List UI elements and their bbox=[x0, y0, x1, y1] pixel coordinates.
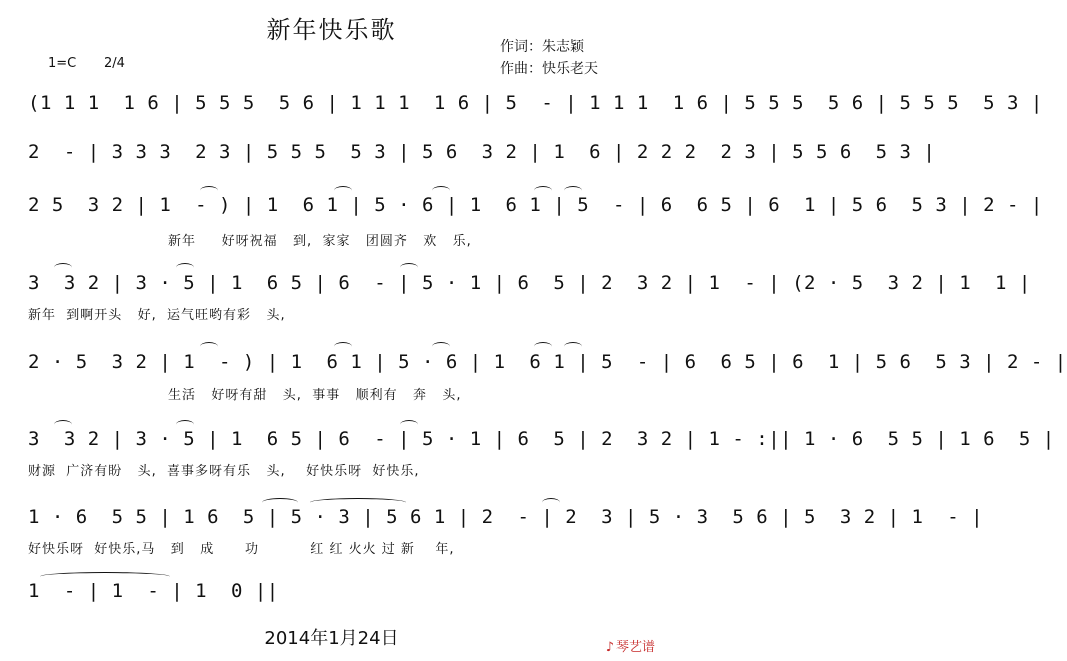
slur-mark bbox=[432, 186, 450, 195]
composer-credit: 作曲：快乐老天 bbox=[500, 61, 598, 77]
slur-mark bbox=[334, 342, 352, 351]
slur-mark bbox=[542, 498, 560, 507]
score-line-3: 2 5 3 2 | 1 - ) | 1 6 1 | 5 · 6 | 1 6 1 | 5 - | 6 6 5 | 6 1 | 5 6 5 3 | 2 - | bbox=[28, 194, 1043, 216]
watermark-text: 琴艺谱 bbox=[615, 640, 655, 655]
slur-mark bbox=[534, 342, 552, 351]
song-title: 新年快乐歌 bbox=[266, 16, 397, 44]
slur-mark bbox=[310, 498, 406, 507]
slur-mark bbox=[400, 263, 418, 272]
slur-mark bbox=[40, 572, 170, 581]
slur-mark bbox=[262, 498, 298, 507]
slur-mark bbox=[176, 420, 194, 429]
time-signature: 2/4 bbox=[104, 56, 125, 71]
slur-mark bbox=[54, 263, 72, 272]
score-line-7: 1 · 6 5 5 | 1 6 5 | 5 · 3 | 5 6 1 | 2 - | 2 3 | 5 · 3 5 6 | 5 3 2 | 1 - | bbox=[28, 506, 984, 528]
lyric-line-7: 好快乐呀 好快乐,马 到 成 功 红 红 火火 过 新 年, bbox=[28, 542, 455, 557]
score-line-6: 3 3 2 | 3 · 5 | 1 6 5 | 6 - | 5 · 1 | 6 5 | 2 3 2 | 1 - :|| 1 · 6 5 5 | 1 6 5 | bbox=[28, 428, 1055, 450]
slur-mark bbox=[334, 186, 352, 195]
slur-mark bbox=[200, 186, 218, 195]
slur-mark bbox=[176, 263, 194, 272]
score-line-4: 3 3 2 | 3 · 5 | 1 6 5 | 6 - | 5 · 1 | 6 5 | 2 3 2 | 1 - | (2 · 5 3 2 | 1 1 | bbox=[28, 272, 1031, 294]
score-line-1: (1 1 1 1 6 | 5 5 5 5 6 | 1 1 1 1 6 | 5 - | 1 1 1 1 6 | 5 5 5 5 6 | 5 5 5 5 3 | bbox=[28, 92, 1043, 114]
slur-mark bbox=[534, 186, 552, 195]
slur-mark bbox=[564, 342, 582, 351]
slur-mark bbox=[54, 420, 72, 429]
slur-mark bbox=[432, 342, 450, 351]
slur-mark bbox=[400, 420, 418, 429]
slur-mark bbox=[200, 342, 218, 351]
score-line-5: 2 · 5 3 2 | 1 - ) | 1 6 1 | 5 · 6 | 1 6 1 | 5 - | 6 6 5 | 6 1 | 5 6 5 3 | 2 - | bbox=[28, 351, 1067, 373]
watermark-logo bbox=[606, 636, 655, 655]
lyric-line-4: 新年 到啊开头 好, 运气旺哟有彩 头, bbox=[28, 308, 286, 323]
lyric-line-6: 财源 广济有盼 头, 喜事多呀有乐 头, 好快乐呀 好快乐, bbox=[28, 464, 420, 479]
lyric-line-3: 新年 好呀祝福 到, 家家 团圆齐 欢 乐, bbox=[168, 234, 472, 249]
date-footer: 2014年1月24日 bbox=[264, 628, 399, 649]
score-line-2: 2 - | 3 3 3 2 3 | 5 5 5 5 3 | 5 6 3 2 | 1 6 | 2 2 2 2 3 | 5 5 6 5 3 | bbox=[28, 141, 936, 163]
slur-mark bbox=[564, 186, 582, 195]
score-line-8: 1 - | 1 - | 1 0 || bbox=[28, 580, 279, 602]
lyricist-credit: 作词：朱志颖 bbox=[500, 39, 584, 55]
lyric-line-5: 生活 好呀有甜 头, 事事 顺利有 奔 头, bbox=[168, 388, 462, 403]
logo-icon: ♪ bbox=[605, 640, 614, 655]
key-signature: 1=C bbox=[48, 56, 77, 71]
